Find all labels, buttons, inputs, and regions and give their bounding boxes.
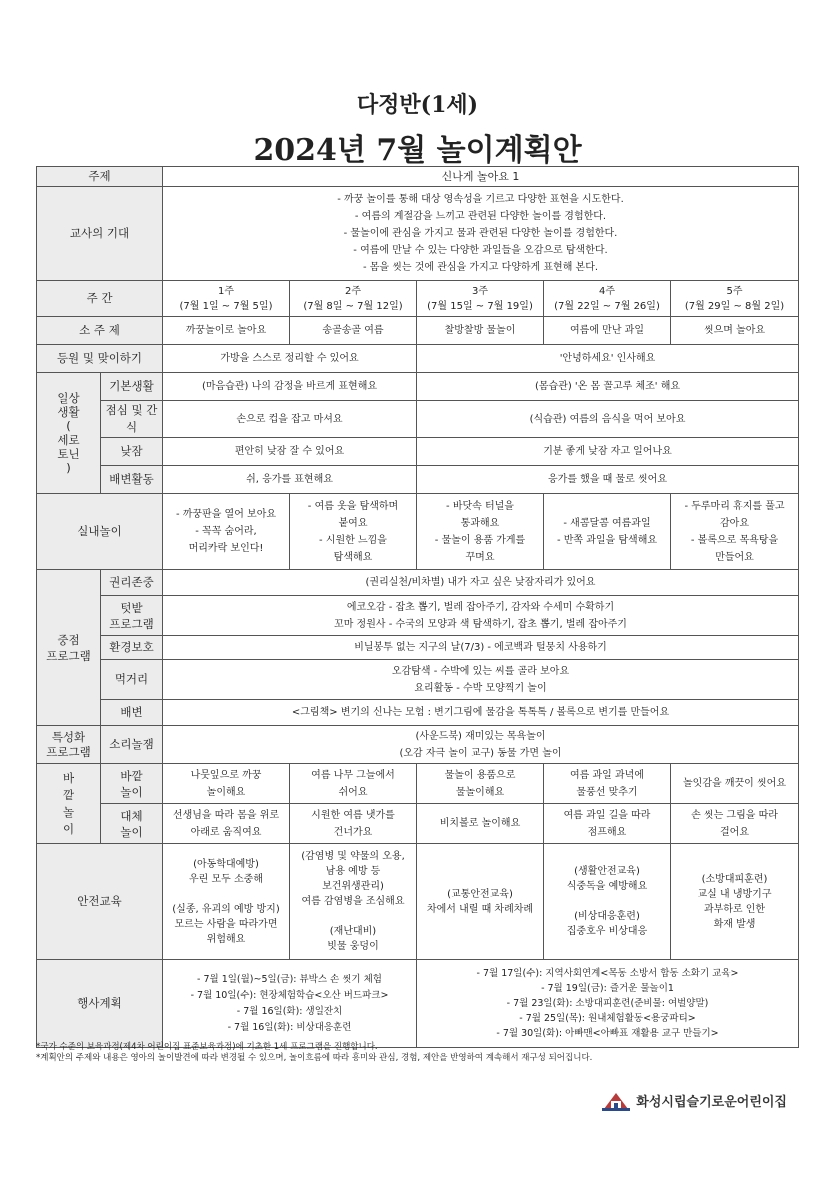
subtheme-cell: 씻으며 놀아요 [671, 317, 799, 345]
outdoor-cell: 선생님을 따라 몸을 위로 아래로 움직여요 [163, 804, 290, 844]
special-group-label: 특성화 프로그램 [37, 726, 101, 764]
focus-row-label: 환경보호 [101, 636, 163, 660]
indoor-cell: - 여름 옷을 탐색하며 붙여요 - 시원한 느낌을 탐색해요 [290, 494, 417, 570]
safety-cell: (아동학대예방) 우린 모두 소중해 (실종, 유괴의 예방 방지) 모르는 사람을 따라가면 위험해요 [163, 844, 290, 960]
week-dates: (7월 15일 ~ 7월 19일) [427, 300, 533, 312]
daily-cell-b: (몸습관) '온 몸 꼴고루 체조' 해요 [417, 373, 799, 401]
focus-row-label: 먹거리 [101, 660, 163, 700]
theme-label: 주제 [37, 167, 163, 187]
indoor-cell: - 바닷속 터널을 통과해요 - 물놀이 용품 가게를 꾸며요 [417, 494, 544, 570]
subtheme-cell: 여름에 만난 과일 [544, 317, 671, 345]
outdoor-cell: 여름 나무 그늘에서 쉬어요 [290, 764, 417, 804]
teacher-label: 교사의 기대 [37, 187, 163, 281]
week-dates: (7월 29일 ~ 8월 2일) [684, 300, 785, 312]
event-item: - 7월 19일(금): 즐거운 물놀이1 [541, 983, 674, 994]
indoor-cell: - 두루마리 휴지를 풀고 감아요 - 볼록으로 목욕탕을 만들어요 [671, 494, 799, 570]
week-dates: (7월 22일 ~ 7월 26일) [554, 300, 660, 312]
footnote: *계획안의 주제와 내용은 영아의 놀이발견에 따라 변경될 수 있으며, 놀이흐름에 따라 흥미와 관심, 경험, 제안을 반영하여 계속해서 재구성 되어집니다. [36, 1053, 593, 1063]
week-cell [417, 281, 544, 317]
outdoor-cell: 물놀이 용품으로 물놀이해요 [417, 764, 544, 804]
event-item: - 7월 17일(수): 지역사회연계<목동 소방서 합동 소화기 교육> [476, 968, 739, 979]
safety-cell: (생활안전교육) 식중독을 예방해요 (비상대응훈련) 집중호우 비상대응 [544, 844, 671, 960]
focus-row-label: 배변 [101, 700, 163, 726]
safety-cell: (감염병 및 약물의 오용, 남용 예방 등 보건위생관리) 여름 감염병을 조심해요 (재난대비) 빗물 웅덩이 [290, 844, 417, 960]
outdoor-cell: 여름 과일 과녁에 물풍선 맞추기 [544, 764, 671, 804]
subtheme-label: 소 주 제 [37, 317, 163, 345]
focus-row-label: 권리존중 [101, 570, 163, 596]
daily-cell-b: (식습관) 여름의 음식을 먹어 보아요 [417, 401, 799, 438]
event-item: - 7월 30일(화): 아빠맨<아빠표 재활용 교구 만들기> [496, 1028, 719, 1039]
daily-row-label: 기본생활 [101, 373, 163, 401]
outdoor-cell: 비치볼로 놀이해요 [417, 804, 544, 844]
focus-cell: 오감탐색 - 수박에 있는 씨를 골라 보아요 요리활동 - 수박 모양찍기 놀이 [163, 660, 799, 700]
subtheme-cell: 까꿍놀이로 놀아요 [163, 317, 290, 345]
subtheme-cell: 송골송골 여름 [290, 317, 417, 345]
week-cell [163, 281, 290, 317]
daily-row-label: 점심 및 간식 [101, 401, 163, 438]
arrival-a: 가방을 스스로 정리할 수 있어요 [163, 345, 417, 373]
outdoor-row-label: 대체 놀이 [101, 804, 163, 844]
week-cell [671, 281, 799, 317]
event-item: - 7월 23일(화): 소방대피훈련(준비물: 여벌양말) [506, 998, 709, 1009]
daily-group-label: 일상 생활 ( 세로 토닌 ) [37, 373, 101, 494]
plan-table [36, 166, 799, 1048]
daily-cell-a: 손으로 컵을 잡고 마셔요 [163, 401, 417, 438]
daily-cell-a: (마음습관) 나의 감정을 바르게 표현해요 [163, 373, 417, 401]
indoor-label: 실내놀이 [37, 494, 163, 570]
indoor-cell: - 새콤달콤 여름과일 - 반쪽 과일을 탐색해요 [544, 494, 671, 570]
week-number: 1주 [217, 285, 235, 297]
events-col-2 [417, 960, 799, 1048]
week-number: 5주 [726, 285, 743, 297]
week-number: 2주 [344, 285, 362, 297]
teacher-expectations: - 까꿍 놀이를 통해 대상 영속성을 기르고 다양한 표현을 시도한다. - 여름의 계절감을 느끼고 관련된 다양한 놀이를 경험한다. - 물놀이에 관심을 가지고 물과 관련된 다양한 놀이를 경험한다. - 여름에 만날 수 있는 다양한 과일들을 오감으로 탐색한다. - 몸을 씻는 것에 관심을 가지고 다양하게 표현해 본다. [163, 187, 799, 281]
theme-value: 신나게 놀아요 1 [163, 167, 799, 187]
special-row-label: 소리놀잼 [101, 726, 163, 764]
footnotes [36, 1042, 592, 1064]
week-dates: (7월 1일 ~ 7월 5일) [179, 300, 273, 312]
safety-cell: (교통안전교육) 차에서 내릴 때 차례차례 [417, 844, 544, 960]
special-cell: (사운드북) 재미있는 목욕놀이 (오감 자극 놀이 교구) 동물 가면 놀이 [163, 726, 799, 764]
daily-cell-b: 기분 좋게 낮잠 자고 일어나요 [417, 438, 799, 466]
safety-label: 안전교육 [37, 844, 163, 960]
school-name: 화성시립슬기로운어린이집 [636, 1094, 787, 1110]
event-item: - 7월 16일(화): 비상대응훈련 [227, 1021, 352, 1033]
class-name: 다정반(1세) [356, 92, 479, 118]
week-dates: (7월 8일 ~ 7월 12일) [303, 300, 403, 312]
weeks-label: 주 간 [37, 281, 163, 317]
event-item: - 7월 16일(화): 생일잔치 [236, 1005, 343, 1017]
plan-title: 2024년 7월 놀이계획안 [253, 133, 582, 168]
events-col-1 [163, 960, 417, 1048]
school-logo [602, 1089, 787, 1111]
footnote: *국가 수준의 보육과정(제4차 어린이집 표준보육과정)에 기초한 1세 프로그램을 진행합니다. [36, 1042, 378, 1052]
school-emblem-icon [602, 1089, 630, 1111]
indoor-cell: - 까꿍판을 열어 보아요 - 꼭꼭 숨어라, 머리카락 보인다! [163, 494, 290, 570]
week-cell [544, 281, 671, 317]
outdoor-cell: 나뭇잎으로 까꿍 놀이해요 [163, 764, 290, 804]
focus-row-label: 텃밭 프로그램 [101, 596, 163, 636]
week-cell [290, 281, 417, 317]
week-number: 3주 [471, 285, 489, 297]
focus-cell: (권리실천/비차별) 내가 자고 싶은 낮잠자리가 있어요 [163, 570, 799, 596]
arrival-b: '안녕하세요' 인사해요 [417, 345, 799, 373]
event-item: - 7월 10일(수): 현장체험학습<오산 버드파크> [190, 989, 389, 1001]
focus-cell: <그림책> 변기의 신나는 모험 : 변기그림에 물감을 톡톡톡 / 볼록으로 변기를 만들어요 [163, 700, 799, 726]
arrival-label: 등원 및 맞이하기 [37, 345, 163, 373]
outdoor-cell: 놀잇감을 깨끗이 씻어요 [671, 764, 799, 804]
outdoor-cell: 시원한 여름 냇가를 건너가요 [290, 804, 417, 844]
daily-cell-b: 응가를 했을 때 물로 씻어요 [417, 466, 799, 494]
events-label: 행사계획 [37, 960, 163, 1048]
outdoor-cell: 여름 과일 길을 따라 점프해요 [544, 804, 671, 844]
focus-cell: 비닐봉투 없는 지구의 날(7/3) - 에코백과 털뭉치 사용하기 [163, 636, 799, 660]
daily-row-label: 배변활동 [101, 466, 163, 494]
daily-row-label: 낮잠 [101, 438, 163, 466]
subtheme-cell: 찰방찰방 물놀이 [417, 317, 544, 345]
outdoor-cell: 손 씻는 그림을 따라 걸어요 [671, 804, 799, 844]
outdoor-group-label: 바 깥 놀 이 [37, 764, 101, 844]
week-number: 4주 [598, 285, 616, 297]
daily-cell-a: 편안히 낮잠 잘 수 있어요 [163, 438, 417, 466]
event-item: - 7월 1일(월)~5일(금): 뷰박스 손 씻기 체험 [197, 973, 382, 985]
focus-group-label: 중점 프로그램 [37, 570, 101, 726]
event-item: - 7월 25일(목): 원내체험활동<용궁파티> [519, 1013, 696, 1024]
outdoor-row-label: 바깥 놀이 [101, 764, 163, 804]
safety-cell: (소방대피훈련) 교실 내 냉방기구 과부하로 인한 화재 발생 [671, 844, 799, 960]
daily-cell-a: 쉬, 응가를 표현해요 [163, 466, 417, 494]
focus-cell: 에코오감 - 잡초 뽑기, 벌레 잡아주기, 감자와 수세미 수확하기 꼬마 정원사 - 수국의 모양과 색 탐색하기, 잡초 뽑기, 벌레 잡아주기 [163, 596, 799, 636]
